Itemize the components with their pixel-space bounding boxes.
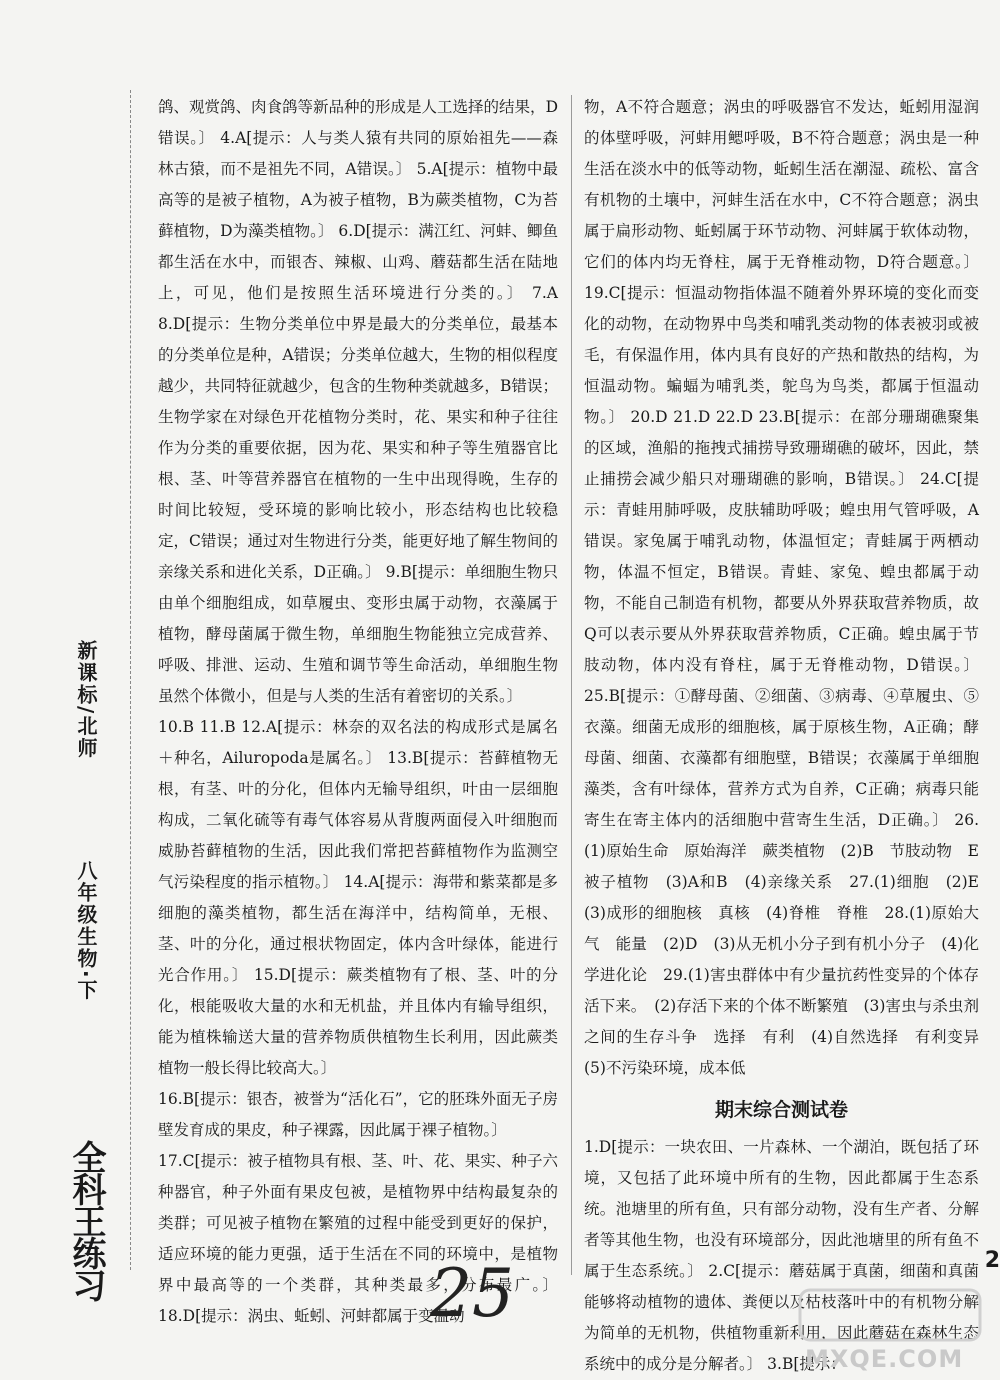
answer-paragraph: 10.B 11.B 12.A[提示：林奈的双名法的构成形式是属名＋种名，Ailuropoda是属名。〕 13.B[提示：苔藓植物无根，有茎、叶的分化，但体内无输导组织，叶由一层细胞构成，二氧化硫等有毒气体容易从背腹两面侵入叶细胞而威胁苔藓植物的生活，因此我们常把苔藓植物作为监测空气污染程度的指示植物。〕 14.A[提示：海带和紫菜都是多细胞的藻类植物，都生活在海洋中，结构简单，无根、茎、叶的分化，通过根状物固定，体内含叶绿体，能进行光合作用。〕 15.D[提示：蕨类植物有了根、茎、叶的分化，根能吸收大量的水和无机盐，并且体内有输导组织，能为植株输送大量的营养物质供植物生长利用，因此蕨类植物一般长得比较高大。〕 [158,718,558,1077]
left-column [158,92,558,1332]
answer-paragraph: 17.C[提示：被子植物具有根、茎、叶、花、果实、种子六种器官，种子外面有果皮包被，是植物界中结构最复杂的类群；可见被子植物在繁殖的过程中能受到更好的保护，适应环境的能力更强，适于生活在不同的环境中，是植物界中最高等的一个类群，其种类最多，分布最广。〕 18.D[提示：涡虫、蚯蚓、河蚌都属于变温动 [158,1152,558,1325]
right-column [584,92,995,1380]
handwritten-number: 25 [430,1255,514,1332]
watermark-text: MXQE.COM [805,1345,964,1373]
grade-subject-label: 八年级生物·下 [74,860,98,1002]
answer-paragraph: 物，A不符合题意；涡虫的呼吸器官不发达，蚯蚓用湿润的体壁呼吸，河蚌用鳃呼吸，B不符合题意；涡虫是一种生活在淡水中的低等动物，蚯蚓生活在潮湿、疏松、富含有机物的土壤中，河蚌生活在水中，C不符合题意；涡虫属于扁形动物、蚯蚓属于环节动物、河蚌属于软体动物，它们的体内均无脊柱，属于无脊椎动物，D符合题意。〕 19.C[提示：恒温动物指体温不随着外界环境的变化而变化的动物，在动物界中鸟类和哺乳类动物的体表被羽或被毛，有保温作用，体内具有良好的产热和散热的结构，为恒温动物。蝙蝠为哺乳类，鸵鸟为鸟类，都属于恒温动物。〕 20.D 21.D 22.D 23.B[提示：在部分珊瑚礁聚集的区域，渔船的拖拽式捕捞导致珊瑚礁的破坏，因此，禁止捕捞会减少船只对珊瑚礁的影响，B错误。〕 24.C[提示：青蛙用肺呼吸，皮肤辅助呼吸；蝗虫用气管呼吸，A错误。家兔属于哺乳动物，体温恒定；青蛙属于两栖动物，体温不恒定，B错误。青蛙、家兔、蝗虫都属于动物，不能自己制造有机物，都要从外界获取营养物质，故Q可以表示要从外界获取营养物质，C正确。蝗虫属于节肢动物，体内没有脊柱，属于无脊椎动物，D错误。〕 25.B[提示：①酵母菌、②细菌、③病毒、④草履虫、⑤衣藻。细菌无成形的细胞核，属于原核生物，A正确；酵母菌、细菌、衣藻都有细胞壁，B错误；衣藻属于单细胞藻类，含有叶绿体，营养方式为自养，C正确；病毒只能寄生在寄主体内的活细胞中营寄生生活，D正确。〕 26.(1)原始生命 原始海洋 蕨类植物 (2)B 节肢动物 E 被子植物 (3)A和B (4)亲缘关系 27.(1)细胞 (2)E (3)成形的细胞核 真核 (4)脊椎 脊椎 28.(1)原始大气 能量 (2)D (3)从无机小分子到有机小分子 (4)化学进化论 29.(1)害虫群体中有少量抗药性变异的个体存活下来。 (2)存活下来的个体不断繁殖 (3)害虫与杀虫剂之间的生存斗争 选择 有利 (4)自然选择 有利变异 (5)不污染环境，成本低 [584,98,995,1077]
series-label: 新课标/北师 [74,640,98,760]
brand-logo: 全科王练习 [66,1140,106,1300]
answer-paragraph: 鸽、观赏鸽、肉食鸽等新品种的形成是人工选择的结果，D错误。〕 4.A[提示：人与类人猿有共同的原始祖先——森林古猿，而不是祖先不同，A错误。〕 5.A[提示：植物中最高等的是被子植物，A为被子植物，B为蕨类植物，C为苔藓植物，D为藻类植物。〕 6.D[提示：满江红、河蚌、鲫鱼都生活在水中，而银杏、辣椒、山鸡、蘑菇都生活在陆地上，可见，他们是按照生活环境进行分类的。〕 7.A 8.D[提示：生物分类单位中界是最大的分类单位，最基本的分类单位是种，A错误；分类单位越大，生物的相似程度越少，共同特征就越少，包含的生物种类就越多，B错误；生物学家在对绿色开花植物分类时，花、果实和种子往往作为分类的重要依据，因为花、果实和种子等生殖器官比根、茎、叶等营养器官在植物的一生中出现得晚，生存的时间比较短，受环境的影响比较小，形态结构也比较稳定，C错误；通过对生物进行分类，能更好地了解生物间的亲缘关系和进化关系，D正确。〕 9.B[提示：单细胞生物只由单个细胞组成，如草履虫、变形虫属于动物，衣藻属于植物，酵母菌属于微生物，单细胞生物能独立完成营养、呼吸、排泄、运动、生殖和调节等生命活动，单细胞生物虽然个体微小，但是与人类的生活有着密切的关系。〕 [158,98,558,705]
column-divider [571,95,572,1275]
binding-margin-line [130,90,131,1270]
answer-paragraph: 16.B[提示：银杏，被誉为“活化石”，它的胚珠外面无子房壁发育成的果皮，种子裸露，因此属于裸子植物。〕 [158,1090,558,1139]
section-title: 期末综合测试卷 [714,1099,848,1121]
answer-paragraph: 1.D[提示：一块农田、一片森林、一个湖泊，既包括了环境，又包括了此环境中所有的生物，因此都属于生态系统。池塘里的所有鱼，只有部分动物，没有生产者、分解者等其他生物，也没有环境部分，因此池塘里的所有鱼不属于生态系统。〕 2.C[提示：蘑菇属于真菌，细菌和真菌能够将动植物的遗体、粪便以及枯枝落叶中的有机物分解为简单的无机物，供植物重新利用，因此蘑菇在森林生态系统中的成分是分解者。〕 3.B[提示： [584,1138,979,1373]
page-number: 2 [984,1248,1000,1273]
